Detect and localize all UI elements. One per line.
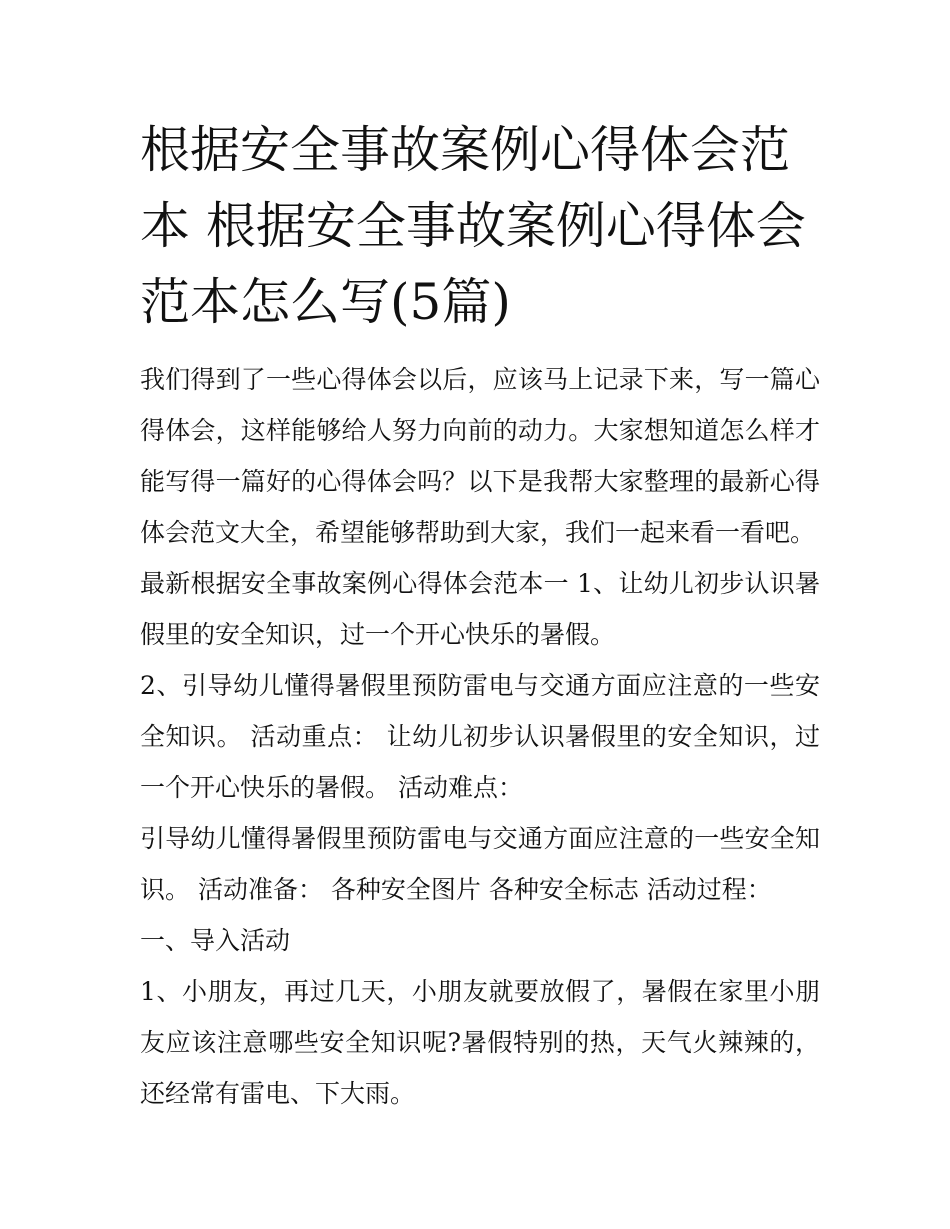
paragraph-activity-focus: 2、引导幼儿懂得暑假里预防雷电与交通方面应注意的一些安全知识。 活动重点： 让幼儿初步认识暑假里的安全知识，过一个开心快乐的暑假。 活动难点： — [140, 671, 820, 802]
document-body — [140, 112, 820, 1119]
section-heading-intro-activity: 一、导入活动 — [140, 926, 291, 955]
document-title: 根据安全事故案例心得体会范本 根据安全事故案例心得体会范本怎么写(5篇) — [140, 121, 806, 331]
paragraph-step-one: 1、小朋友，再过几天，小朋友就要放假了，暑假在家里小朋友应该注意哪些安全知识呢?暑假特别的热，天气火辣辣的，还经常有雷电、下大雨。 — [140, 977, 820, 1108]
paragraph-activity-preparation: 引导幼儿懂得暑假里预防雷电与交通方面应注意的一些安全知识。 活动准备： 各种安全图片 各种安全标志 活动过程： — [140, 824, 820, 904]
paragraph-intro: 我们得到了一些心得体会以后，应该马上记录下来，写一篇心得体会，这样能够给人努力向前的动力。大家想知道怎么样才能写得一篇好的心得体会吗？以下是我帮大家整理的最新心得体会范文大全，希望能够帮助到大家，我们一起来看一看吧。 — [140, 365, 820, 547]
paragraph-sample-one: 最新根据安全事故案例心得体会范本一 1、让幼儿初步认识暑假里的安全知识，过一个开心快乐的暑假。 — [140, 569, 820, 649]
